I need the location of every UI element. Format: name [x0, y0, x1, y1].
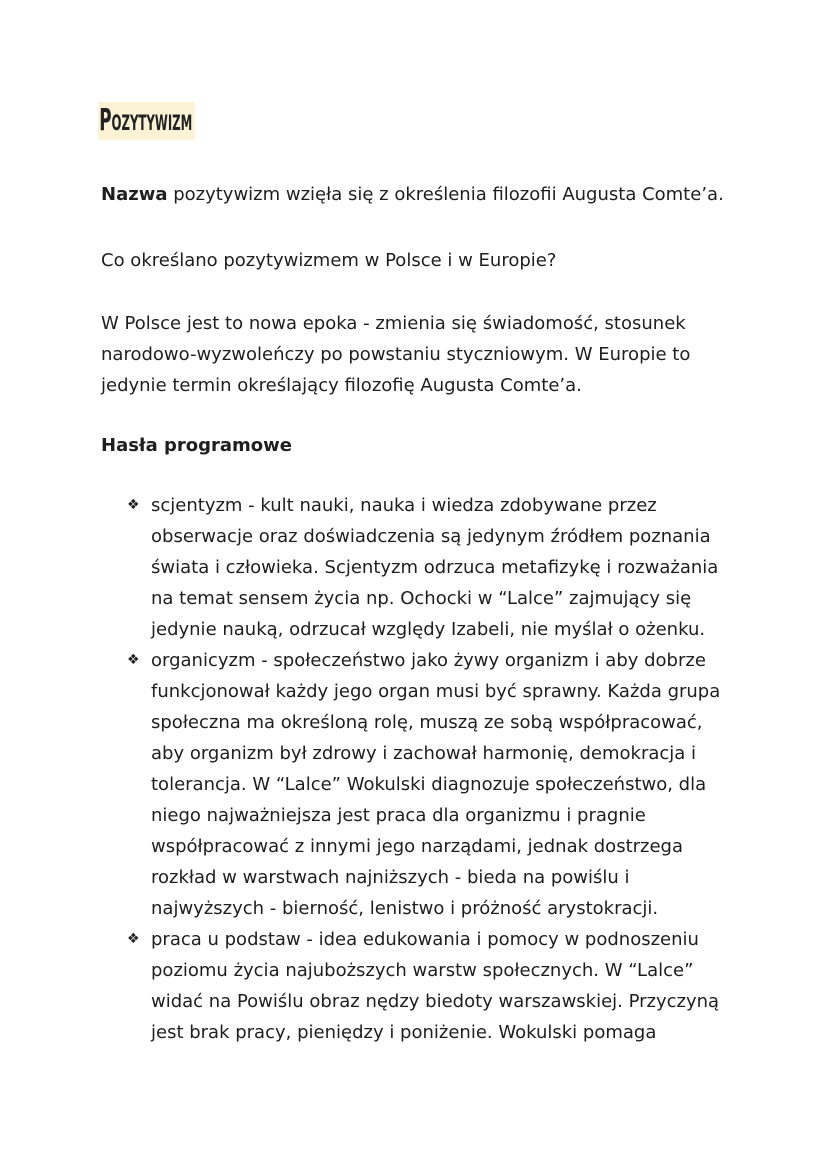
- list-item: [127, 645, 727, 924]
- list-item: [127, 490, 727, 645]
- list-item-text: scjentyzm - kult nauki, nauka i wiedza zdobywane przez obserwacje oraz doświadczenia są jedynym źródłem poznania świata i człowieka. Scjentyzm odrzuca metafizykę i rozważania na temat sensem życia np. Ochocki w “Lalce” zajmujący się jedynie nauką, odrzucał względy Izabeli, nie myślał o ożenku.: [151, 495, 719, 640]
- bullet-list: [127, 490, 727, 1048]
- bold-term: Nazwa: [101, 184, 168, 205]
- paragraph-text: pozytywizm wzięła się z określenia filozofii Augusta Comte’a.: [167, 184, 724, 205]
- paragraph-answer: W Polsce jest to nowa epoka - zmienia się świadomość, stosunek narodowo-wyzwoleńczy po powstaniu styczniowym. W Europie to jedynie termin określający filozofię Augusta Comte’a.: [101, 313, 691, 396]
- list-item-text: organicyzm - społeczeństwo jako żywy organizm i aby dobrze funkcjonował każdy jego organ musi być sprawny. Każda grupa społeczna ma określoną rolę, muszą ze sobą współpracować, aby organizm był zdrowy i zachował harmonię, demokracja i tolerancja. W “Lalce” Wokulski diagnozuje społeczeństwo, dla niego najważniejsza jest praca dla organizmu i pragnie współpracować z innymi jego narządami, jednak dostrzega rozkład w warstwach najniższych - bieda na powiślu i najwyższych - bierność, lenistwo i próżność arystokracji.: [151, 650, 721, 919]
- diamond-bullet-icon: ❖: [127, 931, 140, 947]
- diamond-bullet-icon: ❖: [127, 497, 140, 513]
- diamond-bullet-icon: ❖: [127, 652, 140, 668]
- list-item-text: praca u podstaw - idea edukowania i pomocy w podnoszeniu poziomu życia najuboższych warstw społecznych. W “Lalce” widać na Powiślu obraz nędzy biedoty warszawskiej. Przyczyną jest brak pracy, pieniędzy i poniżenie. Wokulski pomaga: [151, 929, 720, 1043]
- page-title: Pozytywizm: [98, 102, 195, 140]
- paragraph-name-origin: [101, 179, 741, 210]
- paragraph-question: Co określano pozytywizmem w Polsce i w Europie?: [101, 250, 557, 271]
- section-heading: Hasła programowe: [101, 435, 293, 456]
- list-item: [127, 924, 727, 1048]
